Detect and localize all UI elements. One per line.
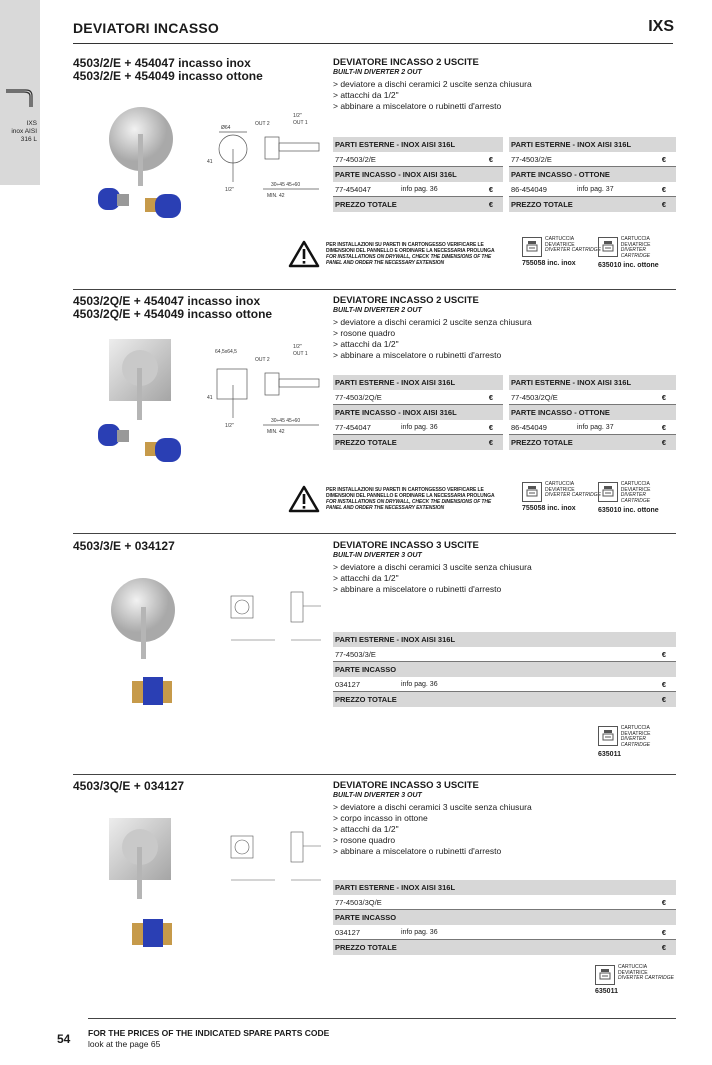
price-table-inox: [333, 375, 503, 450]
price-value: €: [488, 422, 493, 432]
dimension-label: 1/2": [293, 113, 302, 119]
built-in-valve-image: [93, 422, 193, 472]
price-value: €: [488, 154, 493, 164]
price-value: €: [661, 438, 666, 447]
warning-text-en: FOR INSTALLATIONS ON DRYWALL, CHECK THE DIMENSIONS OF THE PANEL AND ORDER THE NECESSARY EXTENSION: [326, 254, 492, 267]
table-header: PARTI ESTERNE - INOX AISI 316L: [335, 140, 456, 149]
product-code-line: 4503/2/E + 454049 incasso ottone: [73, 69, 263, 83]
warning-text-it: PER INSTALLAZIONI SU PARETI IN CARTONGESSO VERIFICARE LE DIMENSIONI DEL PANNELLO E ORDINARE LA NECESSARIA PROLUNGA: [326, 241, 495, 254]
drywall-warning: [288, 240, 506, 268]
price-value: €: [488, 438, 493, 447]
cartridge-label-line: CARTUCCIA: [545, 481, 575, 487]
table-header: PARTI ESTERNE - INOX AISI 316L: [335, 883, 456, 892]
table-header: PARTE INCASSO - OTTONE: [511, 408, 610, 417]
square-plate-product-image: [103, 812, 183, 902]
dimension-label: Ø64: [221, 125, 231, 131]
article-code: 77-4503/2Q/E: [335, 392, 382, 402]
price-value: €: [488, 392, 493, 402]
technical-drawing: [205, 816, 335, 896]
info-page-ref: info pag. 36: [401, 928, 438, 936]
feature-bullet: > deviatore a dischi ceramici 3 uscite senza chiusura: [333, 802, 532, 812]
technical-drawing: [203, 107, 333, 202]
side-tab-label: [11, 120, 37, 144]
cartridge-label-line: DEVIATRICE: [545, 241, 575, 248]
article-code: 77-454047: [335, 422, 371, 432]
price-value: €: [661, 943, 666, 952]
built-in-valve-image: [128, 915, 178, 951]
cartridge-label-line: CARTUCCIA: [620, 725, 650, 731]
footer-divider: [88, 1018, 676, 1019]
side-tab-line: inox AISI: [11, 128, 37, 135]
table-header: PARTI ESTERNE - INOX AISI 316L: [511, 378, 632, 387]
dimension-label: OUT 1: [293, 120, 308, 126]
description-subtitle: BUILT-IN DIVERTER 3 OUT: [333, 792, 422, 799]
article-code: 77-4503/2/E: [335, 154, 376, 164]
article-code: 86-454049: [511, 422, 547, 432]
product-description: [333, 780, 673, 857]
product-codes: [73, 540, 333, 553]
cartridge-icon: [598, 237, 618, 257]
page-number: 54: [57, 1032, 71, 1046]
description-title: DEVIATORE INCASSO 3 USCITE: [333, 780, 479, 791]
feature-bullet: > abbinare a miscelatore o rubinetti d'arresto: [333, 846, 502, 856]
table-header: PARTE INCASSO - OTTONE: [511, 170, 610, 179]
feature-bullet: > rosone quadro: [333, 328, 396, 338]
footer-note-line: look at the page 65: [88, 1039, 161, 1049]
product-code-line: 4503/2Q/E + 454049 incasso ottone: [73, 307, 273, 321]
feature-bullet: > attacchi da 1/2": [333, 339, 399, 349]
article-code: 034127: [335, 927, 361, 937]
cartridge-label-line: DEVIATRICE: [545, 486, 575, 493]
total-price-label: PREZZO TOTALE: [335, 200, 397, 209]
feature-bullet: > attacchi da 1/2": [333, 824, 399, 834]
price-value: €: [661, 897, 666, 907]
cartridge-brass: [598, 237, 676, 269]
cartridge: [598, 726, 676, 758]
feature-bullet: > attacchi da 1/2": [333, 90, 399, 100]
section-divider: [73, 774, 676, 775]
dimension-label: OUT 2: [255, 121, 270, 127]
description-title: DEVIATORE INCASSO 2 USCITE: [333, 295, 479, 306]
round-plate-product-image: [103, 572, 183, 662]
cartridge-label-line: DIVERTER CARTRIDGE: [545, 247, 601, 254]
price-value: €: [661, 392, 666, 402]
cartridge-code: 635010 inc. ottone: [598, 507, 659, 515]
article-code: 77-4503/2/E: [511, 154, 552, 164]
table-header: PARTE INCASSO - INOX AISI 316L: [335, 408, 457, 417]
warning-icon: [288, 240, 320, 268]
info-page-ref: info pag. 36: [401, 423, 438, 431]
technical-drawing: [203, 343, 333, 438]
square-plate-product-image: [103, 333, 183, 423]
product-section-4: [73, 780, 676, 1010]
price-table-brass: [509, 375, 676, 450]
footer-note-line: FOR THE PRICES OF THE INDICATED SPARE PARTS CODE: [88, 1028, 330, 1038]
dimension-label: 30÷45 45÷60: [271, 418, 301, 424]
price-value: €: [661, 422, 666, 432]
cartridge-label: [618, 965, 674, 982]
price-value: €: [488, 184, 493, 194]
built-in-valve-image: [93, 180, 193, 230]
product-codes: [73, 295, 333, 321]
warning-text-it: PER INSTALLAZIONI SU PARETI IN CARTONGESSO VERIFICARE LE DIMENSIONI DEL PANNELLO E ORDINARE LA NECESSARIA PROLUNGA: [326, 486, 495, 499]
cartridge: [595, 965, 674, 995]
article-code: 77-4503/3/E: [335, 649, 376, 659]
dimension-label: OUT 1: [293, 351, 308, 357]
dimension-label: 1/2": [293, 344, 302, 350]
price-table: [333, 632, 676, 707]
article-code: 77-4503/2Q/E: [511, 392, 558, 402]
price-table-brass: [509, 137, 676, 212]
article-code: 034127: [335, 679, 361, 689]
product-codes: [73, 780, 333, 793]
table-header: PARTE INCASSO - INOX AISI 316L: [335, 170, 457, 179]
cartridge-label: [545, 482, 601, 499]
cartridge-label: [545, 237, 601, 254]
price-value: €: [661, 927, 666, 937]
table-header: PARTE INCASSO: [335, 913, 397, 922]
info-page-ref: info pag. 36: [401, 680, 438, 688]
description-title: DEVIATORE INCASSO 2 USCITE: [333, 57, 479, 68]
cartridge-code: 755058 inc. inox: [522, 260, 576, 267]
dimension-label: MIN. 42: [267, 429, 285, 435]
total-price-label: PREZZO TOTALE: [335, 438, 397, 447]
cartridge-inox: [522, 482, 601, 512]
description-title: DEVIATORE INCASSO 3 USCITE: [333, 540, 479, 551]
cartridge-label-line: CARTUCCIA: [618, 964, 648, 970]
cartridge-label: [621, 726, 676, 748]
description-subtitle: BUILT-IN DIVERTER 3 OUT: [333, 552, 422, 559]
product-codes: [73, 57, 333, 83]
cartridge-label-line: CARTUCCIA: [620, 236, 650, 242]
feature-bullet: > abbinare a miscelatore o rubinetti d'arresto: [333, 350, 502, 360]
table-header: PARTE INCASSO: [335, 665, 397, 674]
cartridge-inox: [522, 237, 601, 267]
info-page-ref: info pag. 37: [577, 423, 614, 431]
product-description: [333, 295, 673, 361]
cartridge-label-line: DEVIATRICE: [618, 969, 648, 976]
cartridge-code: 635011: [598, 751, 621, 759]
article-code: 86-454049: [511, 184, 547, 194]
article-code: 77-4503/3Q/E: [335, 897, 382, 907]
total-price-label: PREZZO TOTALE: [335, 695, 397, 704]
product-code-line: 4503/3Q/E + 034127: [73, 779, 185, 793]
price-value: €: [661, 154, 666, 164]
dimension-label: 64,5x64,5: [215, 349, 237, 355]
side-tab: [0, 0, 40, 185]
price-value: €: [488, 200, 493, 209]
dimension-label: OUT 2: [255, 357, 270, 363]
feature-bullet: > deviatore a dischi ceramici 3 uscite senza chiusura: [333, 562, 532, 572]
cartridge-label-line: DIVERTER CARTRIDGE: [620, 247, 651, 259]
price-value: €: [661, 649, 666, 659]
dimension-label: 1/2": [225, 187, 234, 193]
price-value: €: [661, 184, 666, 194]
product-section-2: [73, 295, 676, 535]
section-divider: [73, 533, 676, 534]
cartridge-label-line: CARTUCCIA: [620, 481, 650, 487]
cartridge-brass: [598, 482, 676, 514]
section-divider: [73, 289, 676, 290]
table-header: PARTI ESTERNE - INOX AISI 316L: [335, 378, 456, 387]
page-title: DEVIATORI INCASSO: [73, 20, 220, 36]
feature-bullet: > corpo incasso in ottone: [333, 813, 428, 823]
cartridge-label-line: DIVERTER CARTRIDGE: [620, 492, 651, 504]
drywall-warning: [288, 485, 506, 513]
description-subtitle: BUILT-IN DIVERTER 2 OUT: [333, 307, 422, 314]
product-section-3: [73, 540, 676, 776]
product-code-line: 4503/2/E + 454047 incasso inox: [73, 56, 251, 70]
brand-label: IXS: [648, 18, 674, 35]
side-tab-line: IXS: [26, 120, 37, 127]
product-code-line: 4503/3/E + 034127: [73, 539, 175, 553]
feature-bullet: > attacchi da 1/2": [333, 573, 399, 583]
cartridge-label: [621, 237, 676, 259]
side-tab-line: 316 L: [20, 136, 37, 143]
warning-text: [326, 242, 506, 267]
title-divider: [73, 43, 673, 44]
warning-text-en: FOR INSTALLATIONS ON DRYWALL, CHECK THE DIMENSIONS OF THE PANEL AND ORDER THE NECESSARY EXTENSION: [326, 499, 492, 512]
info-page-ref: info pag. 37: [577, 185, 614, 193]
feature-bullet: > rosone quadro: [333, 835, 396, 845]
cartridge-icon: [522, 482, 542, 502]
product-code-line: 4503/2Q/E + 454047 incasso inox: [73, 294, 261, 308]
round-plate-product-image: [101, 99, 181, 189]
price-value: €: [661, 679, 666, 689]
price-table: [333, 880, 676, 955]
feature-bullet: > abbinare a miscelatore o rubinetti d'arresto: [333, 584, 502, 594]
total-price-label: PREZZO TOTALE: [335, 943, 397, 952]
table-header: PARTI ESTERNE - INOX AISI 316L: [511, 140, 632, 149]
cartridge-icon: [522, 237, 542, 257]
product-section-1: [73, 57, 676, 290]
feature-bullet: > deviatore a dischi ceramici 2 uscite senza chiusura: [333, 317, 532, 327]
product-description: [333, 540, 673, 595]
dimension-label: MIN. 42: [267, 193, 285, 199]
info-page-ref: info pag. 36: [401, 185, 438, 193]
cartridge-label-line: DEVIATRICE: [620, 486, 651, 493]
cartridge-label-line: DEVIATRICE: [620, 241, 651, 248]
cartridge-code: 755058 inc. inox: [522, 505, 576, 512]
cartridge-label-line: DIVERTER CARTRIDGE: [618, 975, 674, 982]
faucet-icon: [4, 80, 36, 108]
cartridge-label-line: DIVERTER CARTRIDGE: [620, 736, 651, 748]
cartridge-icon: [598, 726, 618, 746]
technical-drawing: [205, 576, 335, 656]
dimension-label: 41: [207, 395, 213, 401]
cartridge-label-line: DEVIATRICE: [620, 730, 651, 737]
footer-note: [88, 1028, 329, 1050]
product-description: [333, 57, 673, 112]
warning-text: [326, 487, 506, 512]
price-value: €: [661, 695, 666, 704]
cartridge-code: 635010 inc. ottone: [598, 262, 659, 270]
cartridge-code: 635011: [595, 988, 618, 995]
feature-bullet: > deviatore a dischi ceramici 2 uscite senza chiusura: [333, 79, 532, 89]
cartridge-label-line: DIVERTER CARTRIDGE: [545, 492, 601, 499]
built-in-valve-image: [128, 673, 178, 709]
table-header: PARTI ESTERNE - INOX AISI 316L: [335, 635, 456, 644]
dimension-label: 30÷45 45÷60: [271, 182, 301, 188]
dimension-label: 41: [207, 159, 213, 165]
cartridge-icon: [595, 965, 615, 985]
cartridge-label: [621, 482, 676, 504]
dimension-label: 1/2": [225, 423, 234, 429]
cartridge-icon: [598, 482, 618, 502]
price-value: €: [661, 200, 666, 209]
article-code: 77-454047: [335, 184, 371, 194]
warning-icon: [288, 485, 320, 513]
cartridge-label-line: CARTUCCIA: [545, 236, 575, 242]
feature-bullet: > abbinare a miscelatore o rubinetti d'arresto: [333, 101, 502, 111]
price-table-inox: [333, 137, 503, 212]
description-subtitle: BUILT-IN DIVERTER 2 OUT: [333, 69, 422, 76]
total-price-label: PREZZO TOTALE: [511, 438, 573, 447]
total-price-label: PREZZO TOTALE: [511, 200, 573, 209]
